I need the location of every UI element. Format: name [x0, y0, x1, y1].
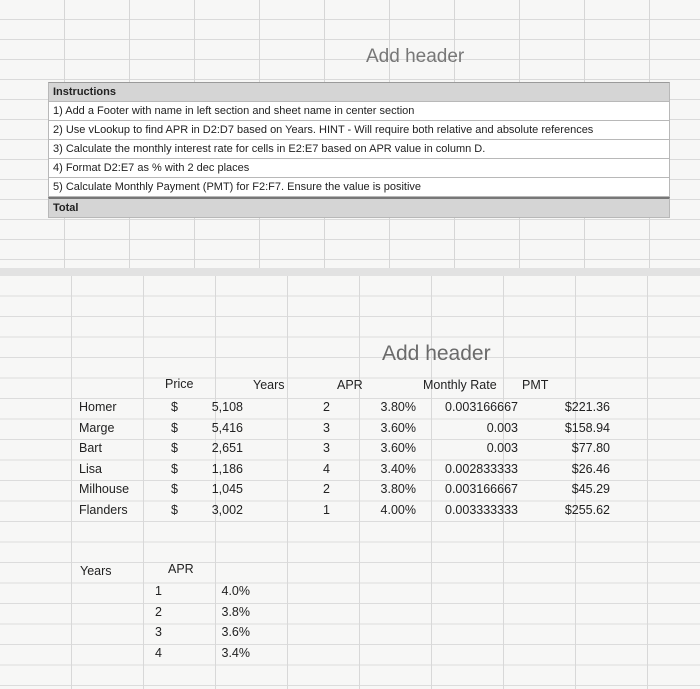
- image-separator: [0, 268, 700, 276]
- cell-dollar-sign[interactable]: $: [171, 420, 178, 435]
- cell-price[interactable]: 2,651: [211, 441, 243, 455]
- cell-monthly-rate[interactable]: 0.003333333: [445, 502, 518, 517]
- cell-name[interactable]: Marge: [79, 420, 115, 435]
- cell-apr[interactable]: 3.80%: [380, 400, 416, 414]
- lookup-years-header[interactable]: Years: [80, 564, 112, 578]
- cell-monthly-rate[interactable]: 0.003166667: [445, 400, 518, 414]
- cell-apr[interactable]: 4.00%: [380, 502, 416, 517]
- cell-dollar-sign[interactable]: $: [171, 400, 178, 414]
- header-placeholder-top[interactable]: Add header: [366, 46, 465, 67]
- lookup-years-cell[interactable]: 2: [155, 604, 162, 619]
- instruction-item-4[interactable]: 4) Format D2:E7 as % with 2 dec places: [48, 159, 670, 178]
- cell-years[interactable]: 3: [323, 441, 330, 455]
- instruction-item-5[interactable]: 5) Calculate Monthly Payment (PMT) for F2:F7. Ensure the value is positive: [48, 178, 670, 197]
- loan-sheet-view: [0, 276, 700, 689]
- cell-years[interactable]: 1: [323, 502, 330, 517]
- lookup-apr-cell[interactable]: 3.4%: [221, 645, 250, 660]
- lookup-apr-cell[interactable]: 3.6%: [221, 625, 250, 639]
- cell-years[interactable]: 2: [323, 482, 330, 496]
- instructions-total[interactable]: Total: [48, 197, 670, 218]
- cell-apr[interactable]: 3.80%: [380, 482, 416, 496]
- instruction-item-1[interactable]: 1) Add a Footer with name in left section and sheet name in center section: [48, 102, 670, 121]
- instruction-item-2[interactable]: 2) Use vLookup to find APR in D2:D7 based on Years. HINT - Will require both relative and absolute references: [48, 121, 670, 140]
- cell-dollar-sign[interactable]: $: [171, 482, 178, 496]
- cell-price[interactable]: 1,045: [211, 482, 243, 496]
- cell-pmt[interactable]: $158.94: [564, 420, 610, 435]
- cell-name[interactable]: Homer: [79, 400, 117, 414]
- cell-apr[interactable]: 3.60%: [380, 441, 416, 455]
- cell-years[interactable]: 3: [323, 420, 330, 435]
- cell-pmt[interactable]: $255.62: [564, 502, 610, 517]
- pmt-header[interactable]: PMT: [522, 378, 549, 392]
- instructions-sheet-view: [0, 0, 700, 268]
- cell-years[interactable]: 4: [323, 461, 330, 476]
- cell-name[interactable]: Lisa: [79, 461, 102, 476]
- cell-monthly-rate[interactable]: 0.003: [486, 441, 518, 455]
- cell-apr[interactable]: 3.40%: [380, 461, 416, 476]
- cell-name[interactable]: Flanders: [79, 502, 128, 517]
- cell-price[interactable]: 5,108: [211, 400, 243, 414]
- cell-dollar-sign[interactable]: $: [171, 502, 178, 517]
- cell-pmt[interactable]: $45.29: [571, 482, 610, 496]
- lookup-years-cell[interactable]: 3: [155, 625, 162, 639]
- lookup-apr-cell[interactable]: 3.8%: [221, 604, 250, 619]
- cell-dollar-sign[interactable]: $: [171, 441, 178, 455]
- cell-years[interactable]: 2: [323, 400, 330, 414]
- cell-price[interactable]: 3,002: [211, 502, 243, 517]
- instruction-item-3[interactable]: 3) Calculate the monthly interest rate for cells in E2:E7 based on APR value in column D.: [48, 140, 670, 159]
- years-header[interactable]: Years: [253, 378, 285, 392]
- apr-header[interactable]: APR: [337, 378, 363, 392]
- cell-price[interactable]: 1,186: [211, 461, 243, 476]
- cell-dollar-sign[interactable]: $: [171, 461, 178, 476]
- cell-pmt[interactable]: $221.36: [564, 400, 610, 414]
- lookup-years-cell[interactable]: 1: [155, 584, 162, 598]
- cell-apr[interactable]: 3.60%: [380, 420, 416, 435]
- lookup-years-cell[interactable]: 4: [155, 645, 162, 660]
- cell-pmt[interactable]: $26.46: [571, 461, 610, 476]
- price-header[interactable]: Price: [165, 377, 194, 391]
- cell-monthly-rate[interactable]: 0.003166667: [445, 482, 518, 496]
- lookup-apr-cell[interactable]: 4.0%: [221, 584, 250, 598]
- cell-monthly-rate[interactable]: 0.003: [486, 420, 518, 435]
- header-placeholder-bottom[interactable]: Add header: [382, 342, 491, 365]
- cell-name[interactable]: Milhouse: [79, 482, 130, 496]
- cell-price[interactable]: 5,416: [211, 420, 243, 435]
- instructions-table: [48, 82, 670, 218]
- cell-monthly-rate[interactable]: 0.002833333: [445, 461, 518, 476]
- instructions-title[interactable]: Instructions: [48, 82, 670, 102]
- monthly-rate-header[interactable]: Monthly Rate: [423, 378, 497, 392]
- lookup-apr-header[interactable]: APR: [168, 562, 194, 576]
- cell-pmt[interactable]: $77.80: [571, 441, 610, 455]
- cell-name[interactable]: Bart: [79, 441, 102, 455]
